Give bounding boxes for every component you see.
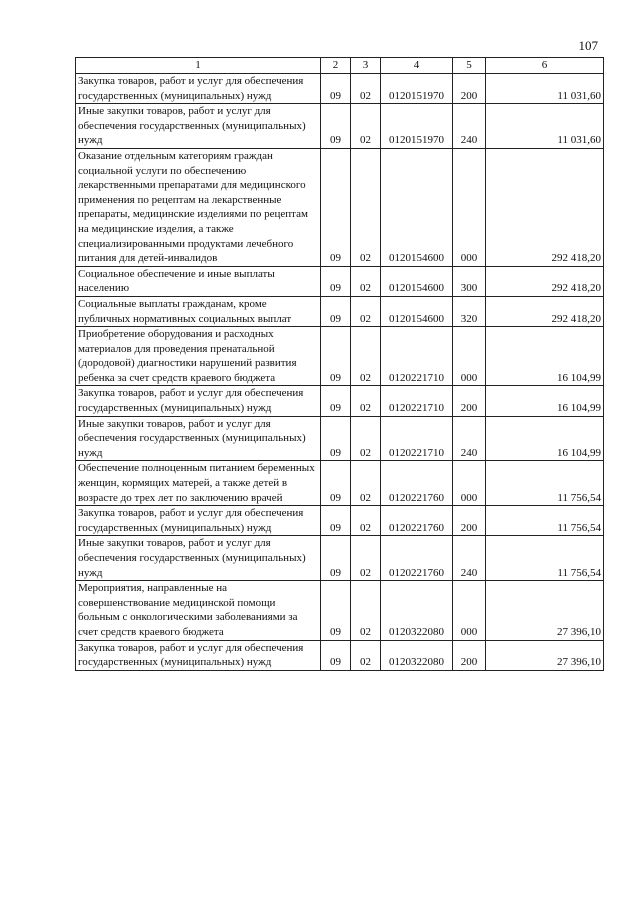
row-target-item: 0120322080 [381, 581, 453, 640]
row-name: Закупка товаров, работ и услуг для обеспечения государственных (муниципальных) нужд [76, 506, 321, 536]
row-amount: 11 031,60 [486, 104, 604, 149]
row-section: 09 [321, 104, 351, 149]
row-subsection: 02 [351, 74, 381, 104]
row-amount: 11 031,60 [486, 74, 604, 104]
row-name: Социальные выплаты гражданам, кроме публичных нормативных социальных выплат [76, 296, 321, 326]
row-subsection: 02 [351, 581, 381, 640]
row-name: Иные закупки товаров, работ и услуг для обеспечения государственных (муниципальных) нужд [76, 416, 321, 461]
row-target-item: 0120221710 [381, 386, 453, 416]
header-col-5: 5 [453, 58, 486, 74]
row-name: Закупка товаров, работ и услуг для обеспечения государственных (муниципальных) нужд [76, 640, 321, 670]
row-target-item: 0120221760 [381, 461, 453, 506]
row-subsection: 02 [351, 266, 381, 296]
row-subsection: 02 [351, 327, 381, 386]
table-row [76, 581, 604, 640]
row-expense-type: 000 [453, 327, 486, 386]
row-name: Обеспечение полноценным питанием беременных женщин, кормящих матерей, а также детей в возрасте до трех лет по заключению врачей [76, 461, 321, 506]
row-name: Социальное обеспечение и иные выплаты населению [76, 266, 321, 296]
row-name: Приобретение оборудования и расходных материалов для проведения пренатальной (дородовой) диагностики нарушений развития ребенка за счет средств краевого бюджета [76, 327, 321, 386]
row-amount: 292 418,20 [486, 296, 604, 326]
row-amount: 16 104,99 [486, 327, 604, 386]
row-expense-type: 200 [453, 386, 486, 416]
row-target-item: 0120154600 [381, 296, 453, 326]
row-subsection: 02 [351, 296, 381, 326]
row-expense-type: 200 [453, 640, 486, 670]
row-subsection: 02 [351, 386, 381, 416]
row-amount: 27 396,10 [486, 581, 604, 640]
row-expense-type: 000 [453, 148, 486, 266]
row-target-item: 0120322080 [381, 640, 453, 670]
budget-table [75, 57, 604, 671]
row-section: 09 [321, 416, 351, 461]
row-section: 09 [321, 327, 351, 386]
table-row [76, 506, 604, 536]
row-amount: 27 396,10 [486, 640, 604, 670]
row-expense-type: 320 [453, 296, 486, 326]
row-subsection: 02 [351, 461, 381, 506]
row-amount: 16 104,99 [486, 386, 604, 416]
table-row [76, 74, 604, 104]
row-expense-type: 200 [453, 74, 486, 104]
row-expense-type: 300 [453, 266, 486, 296]
row-subsection: 02 [351, 416, 381, 461]
row-section: 09 [321, 266, 351, 296]
table-row [76, 104, 604, 149]
row-name: Закупка товаров, работ и услуг для обеспечения государственных (муниципальных) нужд [76, 74, 321, 104]
table-row [76, 386, 604, 416]
row-section: 09 [321, 581, 351, 640]
row-target-item: 0120154600 [381, 148, 453, 266]
row-target-item: 0120221710 [381, 416, 453, 461]
row-expense-type: 240 [453, 536, 486, 581]
header-col-2: 2 [321, 58, 351, 74]
row-amount: 16 104,99 [486, 416, 604, 461]
table-row [76, 327, 604, 386]
header-col-1: 1 [76, 58, 321, 74]
row-section: 09 [321, 296, 351, 326]
row-section: 09 [321, 461, 351, 506]
table-row [76, 266, 604, 296]
row-section: 09 [321, 148, 351, 266]
row-name: Иные закупки товаров, работ и услуг для обеспечения государственных (муниципальных) нужд [76, 104, 321, 149]
row-target-item: 0120151970 [381, 104, 453, 149]
row-subsection: 02 [351, 506, 381, 536]
row-subsection: 02 [351, 148, 381, 266]
row-expense-type: 000 [453, 461, 486, 506]
row-amount: 292 418,20 [486, 266, 604, 296]
header-col-6: 6 [486, 58, 604, 74]
row-target-item: 0120221710 [381, 327, 453, 386]
row-expense-type: 000 [453, 581, 486, 640]
header-col-3: 3 [351, 58, 381, 74]
header-col-4: 4 [381, 58, 453, 74]
row-amount: 11 756,54 [486, 536, 604, 581]
table-row [76, 416, 604, 461]
table-row [76, 296, 604, 326]
row-name: Оказание отдельным категориям граждан социальной услуги по обеспечению лекарственными препаратами для медицинского применения по рецептам на лекарственные препараты, медицинские изделиями по рецептам на медицинские изделия, а также специализированными продуктами лечебного питания для детей-инвалидов [76, 148, 321, 266]
row-section: 09 [321, 74, 351, 104]
row-name: Иные закупки товаров, работ и услуг для обеспечения государственных (муниципальных) нужд [76, 536, 321, 581]
row-target-item: 0120154600 [381, 266, 453, 296]
row-amount: 292 418,20 [486, 148, 604, 266]
row-expense-type: 240 [453, 416, 486, 461]
row-section: 09 [321, 506, 351, 536]
table-row [76, 536, 604, 581]
row-target-item: 0120151970 [381, 74, 453, 104]
row-amount: 11 756,54 [486, 461, 604, 506]
row-section: 09 [321, 640, 351, 670]
page-number: 107 [578, 38, 598, 53]
table-row [76, 640, 604, 670]
row-target-item: 0120221760 [381, 506, 453, 536]
row-subsection: 02 [351, 104, 381, 149]
table-row [76, 148, 604, 266]
row-section: 09 [321, 536, 351, 581]
row-name: Закупка товаров, работ и услуг для обеспечения государственных (муниципальных) нужд [76, 386, 321, 416]
row-subsection: 02 [351, 536, 381, 581]
row-expense-type: 240 [453, 104, 486, 149]
header-row [76, 58, 604, 74]
table-row [76, 461, 604, 506]
row-amount: 11 756,54 [486, 506, 604, 536]
row-name: Мероприятия, направленные на совершенствование медицинской помощи больным с онкологическими заболеваниями за счет средств краевого бюджета [76, 581, 321, 640]
row-target-item: 0120221760 [381, 536, 453, 581]
row-section: 09 [321, 386, 351, 416]
row-expense-type: 200 [453, 506, 486, 536]
row-subsection: 02 [351, 640, 381, 670]
